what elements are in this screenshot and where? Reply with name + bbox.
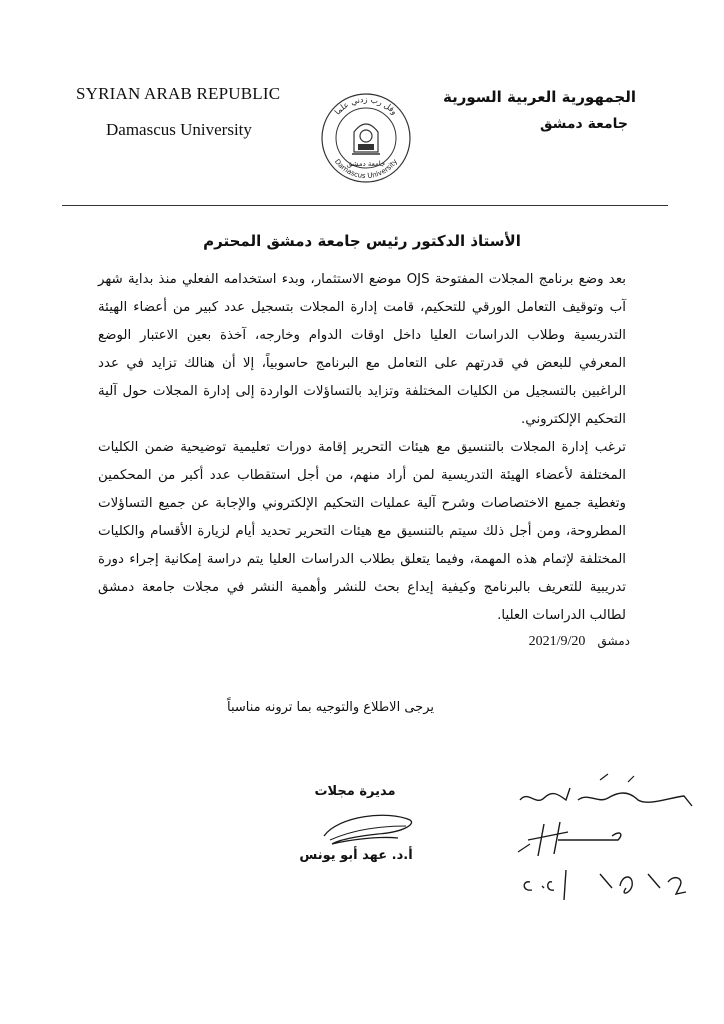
seal-top-text: وقل رب زدني علما	[332, 94, 400, 117]
paragraph-1: بعد وضع برنامج المجلات المفتوحة OJS موضع الاستثمار، وبدء استخدامه الفعلي منذ بداية شهر آب وتوقيف التعامل الورقي للتحكيم، قامت إدارة المجلات بتسجيل عدد كبير من أعضاء الهيئة التدريسية وطلاب الدراسات العليا داخل اوقات الدوام وخارجه، آخذة بعين الاعتبار الوضع المعرفي للبعض في قدرتهم على التعامل مع البرنامج حاسوبياً، إلا أن هنالك تزايد في عدد الراغبين بالتسجيل من الكليات المختلفة وتزايد بالتساؤلات الواردة إلى إدارة المجلات حول آلية التحكيم الإلكتروني.	[98, 272, 627, 427]
university-name-en: Damascus University	[106, 120, 252, 139]
university-name-ar: جامعة دمشق	[540, 116, 628, 132]
signatory-title: مديرة مجلات	[314, 784, 396, 799]
signatory-name: أ.د. عهد أبو يونس	[299, 848, 413, 863]
handwritten-signature	[318, 806, 418, 852]
country-name-en: SYRIAN ARAB REPUBLIC	[76, 84, 281, 103]
university-seal-logo	[316, 80, 416, 190]
closing-line: يرجى الاطلاع والتوجيه بما ترونه مناسباً	[226, 700, 434, 715]
header-english	[76, 84, 316, 140]
header-arabic	[416, 88, 636, 132]
seal-bottom-text-ar: جامعة دمشق	[346, 160, 386, 168]
paragraph-2: ترغب إدارة المجلات بالتنسيق مع هيئات التحرير إقامة دورات تعليمية توضيحية ضمن الكليات المختلفة لأعضاء الهيئة التدريسية لمن أراد منهم، من أجل استقطاب عدد أكبر من المحكمين وتغطية جميع الاختصاصات وشرح آلية عمليات التحكيم الإلكتروني والإجابة عن جميع التساؤلات المطروحة، ومن أجل ذلك سيتم بالتنسيق مع هيئات التحرير تحديد أيام لزيارة الأقسام والكليات المختلفة لإتمام هذه المهمة، وفيما يتعلق بطلاب الدراسات العليا يتم دراسة إمكانية إجراء دورة تدريبية للتعريف بالبرنامج وكيفية إيداع بحث للنشر وأهمية النشر في مجلات جامعة دمشق لطالب الدراسات العليا.	[98, 440, 626, 623]
svg-text:وقل رب زدني علما	[333, 95, 399, 117]
date-line	[440, 634, 630, 650]
letter-addressee: الأستاذ الدكتور رئيس جامعة دمشق المحترم	[203, 232, 521, 250]
handwritten-annotation	[508, 770, 698, 910]
city-label: دمشق	[597, 634, 630, 648]
country-name-ar: الجمهورية العربية السورية	[443, 88, 636, 106]
seal-bottom-text-en: Damascus University	[332, 157, 400, 181]
header-divider	[62, 205, 668, 206]
letter-date: 2021/9/20	[528, 634, 586, 649]
